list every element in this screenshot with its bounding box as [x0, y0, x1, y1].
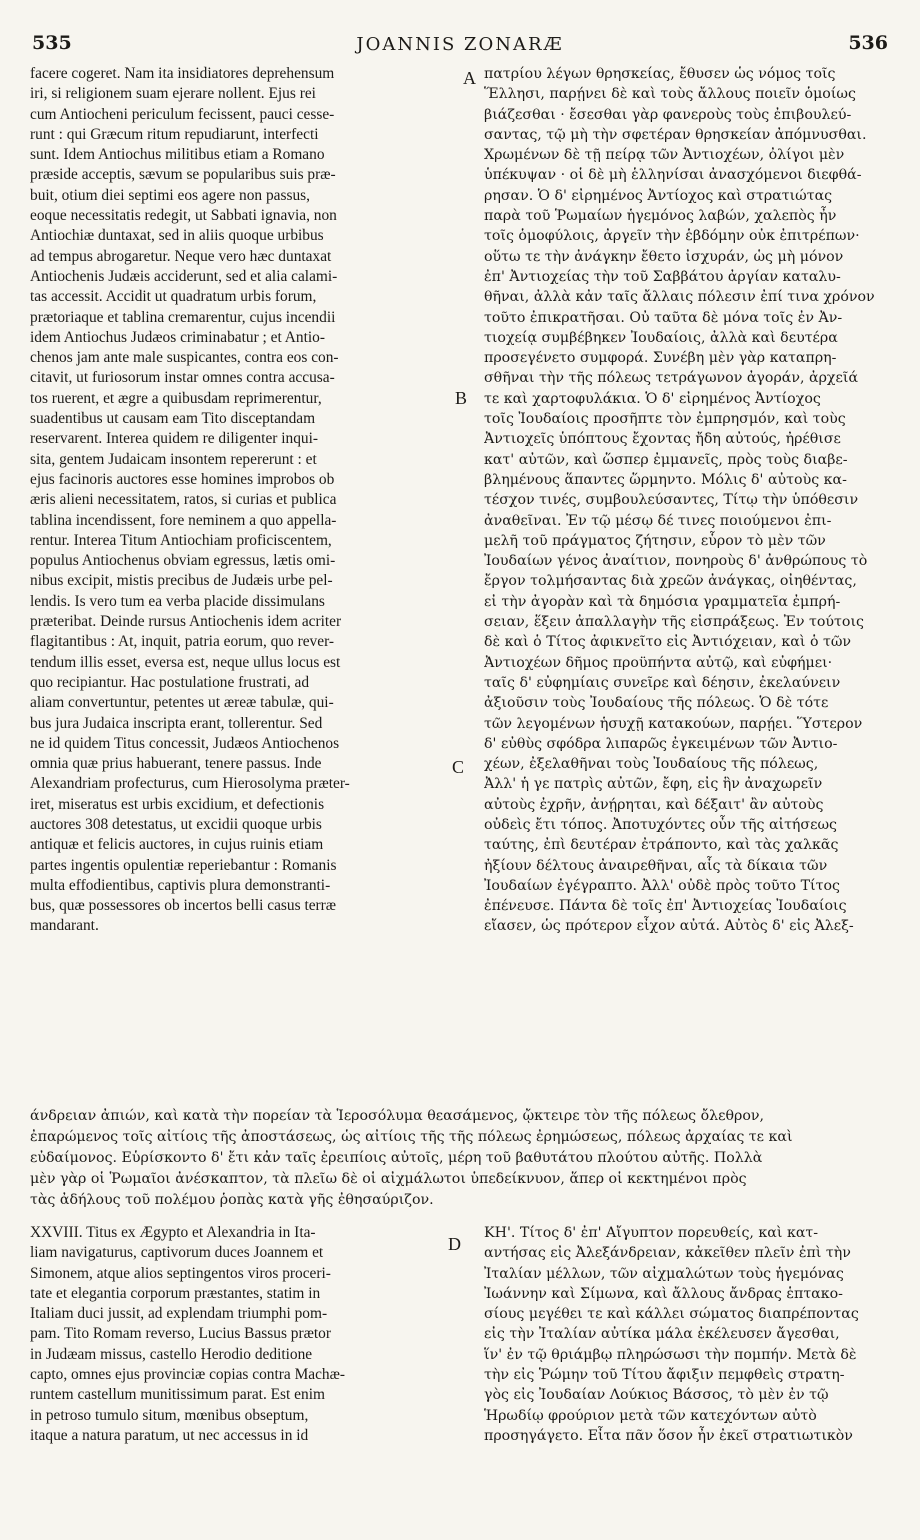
latin-text-line: tas accessit. Accidit ut quadratum urbis forum,: [30, 288, 317, 306]
greek-text-line: βιάζεσθαι · ἔσεσθαι γὰρ φανεροὺς τοὺς ἐπιβουλεύ-: [484, 106, 852, 123]
latin-text-line: idem Antiochus Judæos criminabatur ; et Antio-: [30, 328, 325, 346]
latin-text-line: suadentibus ut causam eam Tito disceptandam: [30, 410, 316, 428]
greek-text-line: τε καὶ χαρτοφυλάκια. Ὁ δ' εἰρημένος Ἀντίοχος: [484, 390, 821, 407]
latin-text-line: æris alieni necessitatem, ratos, si curias et publica: [30, 491, 337, 509]
greek-text-line: Ἀλλ' ἡ γε πατρὶς αὐτῶν, ἔφη, εἰς ἣν ἀναχωρεῖν: [484, 776, 823, 793]
marker-c: C: [452, 757, 465, 777]
latin-text-line: lendis. Is vero tum ea verba placide dissimulans: [30, 592, 325, 610]
latin-text-line: itaque a natura paratum, ut nec accessus in id: [30, 1426, 309, 1444]
greek-text-line: μελῆ τοῦ πράγματος ζήτησιν, εὗρον τὸ μὲν τῶν: [484, 532, 826, 549]
greek-text-line: εἰ τὴν ἀγορὰν καὶ τὰ δημόσια γραμματεῖα ἐμπρή-: [484, 593, 841, 610]
greek-text-line: Ἀντιοχέων δῆμος προϋπήντα αὐτῷ, καὶ εὐφήμει·: [484, 654, 833, 671]
latin-text-line: chenos jam ante male suspicantes, contra eos con-: [30, 349, 339, 367]
greek-text-line: σειαν, ἕξειν ἀπαλλαγὴν τῆς εἰσπράξεως. Ἐν τούτοις: [484, 614, 864, 631]
latin-text-line: runt : qui Græcum ritum repudiarunt, interfecti: [30, 125, 319, 143]
greek-text-line: Ἡρωδίῳ φρούριον μετὰ τῶν κατεχόντων αὐτὸ: [484, 1407, 817, 1424]
greek-text-line: οὕτω τε τὴν ἀνάγκην ἔθετο ἰσχυράν, ὡς μὴ μόνον: [484, 248, 844, 265]
greek-text-line: σίους μεγέθει τε καὶ κάλλει σώματος διαπρέποντας: [484, 1306, 859, 1323]
latin-text-line: multa effodientibus, captivis plura demonstranti-: [30, 876, 331, 894]
greek-text-line: Ἰουδαίων γένος ἀναίτιον, πονηροὺς δ' ἀνθρώπους τὸ: [484, 553, 868, 570]
greek-text-line: προσεγένετο συμφορά. Συνέβη μὲν γὰρ καταπρη-: [484, 350, 837, 367]
latin-text-line: pam. Tito Romam reverso, Lucius Bassus prætor: [30, 1325, 331, 1343]
latin-text-line: præside acceptis, sævum se popularibus suis præ-: [30, 166, 336, 184]
marker-d: D: [448, 1234, 461, 1254]
latin-text-line: bus jura Judaica inscripta erant, tollerentur. Sed: [30, 714, 323, 732]
latin-text-line: facere cogeret. Nam ita insidiatores deprehensum: [30, 65, 335, 82]
latin-text-line: in Judæam missus, castello Herodio deditione: [30, 1345, 313, 1363]
greek-text-line: τὴν εἰς Ῥώμην τοῦ Τίτου ἄφιξιν πεμφθεὶς στρατη-: [484, 1367, 845, 1384]
greek-column-top: [484, 64, 888, 937]
latin-text-line: Italiam duci jussit, ad explendam triumphi pom-: [30, 1305, 328, 1323]
greek-text-line: ὑπέκυψαν · οἱ δὲ μὴ ἑλληνίσαι ἀνασχόμενοι διεφθά-: [484, 167, 862, 184]
greek-text-line: τῶν λεγομένων ἡσυχῇ κατακούων, παρῄει. Ὕστερον: [484, 715, 863, 732]
greek-text-line: σαντας, τῷ μὴ τὴν σφετέραν θρησκείαν ἀπόμνυσθαι.: [484, 126, 867, 143]
latin-text-line: buit, otium diei septimi eos agere non passus,: [30, 186, 310, 204]
latin-text-line: eoque necessitatis redegit, ut Sabbati ignavia, non: [30, 207, 337, 225]
latin-text-line: Simonem, atque alios septingentos viros proceri-: [30, 1264, 331, 1282]
latin-text-line: populus Antiochenus obviam egressus, lætis omi-: [30, 552, 336, 570]
greek-text-line: Ἰουδαίων ἐγέγραπτο. Ἀλλ' οὐδὲ πρὸς τοῦτο Τίτος: [484, 877, 840, 894]
greek-text-line: τέσχον τινές, συμβουλεύσαντες, Τίτῳ τὴν ὑπόθεσιν: [484, 492, 859, 509]
greek-text-line: αὐτοὺς ἐχρῆν, ἀνῄρηται, καὶ δέξαιτ' ἂν αὐτοὺς: [484, 796, 824, 813]
latin-text-line: auctores 308 detestatus, ut excidii quoque urbis: [30, 815, 322, 833]
greek-text-line: γὸς εἰς Ἰουδαίαν Λούκιος Βάσσος, τὸ μὲν ἐν τῷ: [484, 1387, 829, 1404]
latin-text-line: ne id quidem Titus concessit, Judæos Antiochenos: [30, 734, 340, 752]
latin-text-line: ad tempus abrogaretur. Neque vero hæc duntaxat: [30, 247, 332, 265]
greek-text-line: Ἰταλίαν μέλλων, τῶν αἰχμαλώτων τοὺς ἡγεμόνας: [484, 1265, 844, 1282]
latin-text-line: sita, gentem Judaicam insontem repererunt : et: [30, 450, 317, 468]
greek-text-line: Χρωμένων δὲ τῇ πείρᾳ τῶν Ἀντιοχέων, ὀλίγοι μὲν: [484, 147, 845, 164]
latin-text-line: tate et elegantia corporum præstantes, statim in: [30, 1284, 321, 1302]
left-page-number: 535: [32, 32, 72, 54]
greek-text-line: άνδρειαν ἀπιών, καὶ κατὰ τὴν πορείαν τὰ Ἱεροσόλυμα θεασάμενος, ᾤκτειρε τὸν τῆς πόλεως ὄλεθρον,: [30, 1108, 765, 1124]
greek-text-line: ταύτης, ἐπὶ δευτέραν ἐτράποντο, καὶ τὰς χαλκᾶς: [484, 837, 839, 854]
latin-text-line: rentur. Interea Titum Antiochiam proficiscentem,: [30, 531, 332, 549]
latin-text-line: tablina incendissent, fore neminem a quo appella-: [30, 511, 337, 529]
latin-text-line: aliam convertuntur, petentes ut æreæ tabulæ, qui-: [30, 694, 334, 712]
latin-text-line: ejus facinoris auctores esse homines improbos ob: [30, 470, 335, 488]
latin-text-line: omnia quæ prius habuerant, tenere passus. Inde: [30, 755, 322, 773]
greek-text-line: ἀναθεῖναι. Ἐν τῷ μέσῳ δέ τινες ποιούμενοι ἐπι-: [484, 512, 832, 529]
greek-text-line: προσηγάγετο. Εἶτα πᾶν ὅσον ἦν ἐκεῖ στρατιωτικὸν: [484, 1427, 853, 1444]
greek-text-line: τοῦτο ἐπικρατῆσαι. Οὐ ταῦτα δὲ μόνα τοῖς ἐν Ἀν-: [484, 309, 843, 326]
greek-text-line: χέων, ἐξελαθῆναι τοὺς Ἰουδαίους τῆς πόλεως,: [484, 756, 819, 773]
latin-text-line: nibus excipit, mistis precibus de Judæis urbe pel-: [30, 572, 333, 590]
greek-text-line: ταῖς δ' εὐφημίαις συνεῖρε καὶ δέησιν, ἐκελαύνειν: [484, 674, 841, 691]
page-header: [30, 32, 890, 62]
greek-text-line: Ἰωάννην καὶ Σίμωνα, καὶ ἄλλους ἄνδρας ἑπτακο-: [484, 1285, 843, 1302]
latin-text-line: capto, omnes ejus provinciæ copias contra Machæ-: [30, 1366, 345, 1384]
greek-text-line: ἐπένευσε. Πάντα δὲ τοῖς ἐπ' Ἀντιοχείας Ἰουδαίοις: [484, 898, 847, 915]
latin-text-line: iri, si religionem suam ejerare nollent. Ejus rei: [30, 85, 316, 103]
greek-text-line: αντήσας εἰς Ἀλεξάνδρειαν, κἀκεῖθεν πλεῖν ἐπὶ τὴν: [484, 1245, 851, 1262]
greek-text-line: δὲ καὶ ὁ Τίτος ἀφικνεῖτο εἰς Ἀντιόχειαν, καὶ ὁ τῶν: [484, 634, 852, 651]
greek-text-line: θῆναι, ἀλλὰ κἀν ταῖς ἄλλαις πόλεσιν ἐπί τινα χρόνον: [484, 289, 875, 306]
marker-b: B: [455, 388, 468, 408]
latin-text-line: Alexandriam profecturus, cum Hierosolyma præter-: [30, 775, 350, 793]
greek-column-bottom: [484, 1223, 888, 1446]
latin-text-line: liam navigaturus, captivorum duces Joannem et: [30, 1244, 324, 1262]
greek-text-line: σθῆναι τὴν τῆς πόλεως τετράγωνον ἀγοράν, ἀρχεῖά: [484, 370, 859, 387]
greek-text-line: ἐπ' Ἀντιοχείας τὴν τοῦ Σαββάτου ἀργίαν καταλυ-: [484, 268, 841, 285]
latin-text-line: in petroso tumulo situm, mœnibus obseptum,: [30, 1406, 309, 1424]
latin-text-line: tendum illis esset, eversa est, neque ullus locus est: [30, 653, 341, 671]
latin-text-line: prætoriaque et tablina cremarentur, cujus incendii: [30, 308, 336, 326]
greek-text-line: πατρίου λέγων θρησκείας, ἔθυσεν ὡς νόμος τοῖς: [484, 66, 836, 82]
greek-text-line: ἐπαρώμενος τοῖς αἰτίοις τῆς ἀποστάσεως, ὡς αἰτίοις τῆς τῆς πόλεως ἐρημώσεως, πόλεως ἀρχαίας τε καὶ: [30, 1129, 793, 1145]
greek-text-line: τὰς ἀδήλους τοῦ πολέμου ῥοπὰς κατὰ γῆς ἐθησαύριζον.: [30, 1192, 434, 1208]
latin-text-line: quo recipiantur. Hac postulatione frustrati, ad: [30, 673, 310, 691]
greek-text-line: ΚΗ'. Τίτος δ' ἐπ' Αἴγυπτον πορευθείς, καὶ κατ-: [484, 1225, 819, 1241]
latin-text-line: præteribat. Deinde rursus Antiochenis idem acriter: [30, 613, 342, 631]
greek-text-line: οὐδεὶς ἔτι τόπος. Ἀποτυχόντες οὖν τῆς αἰτήσεως: [484, 816, 837, 833]
right-page-number: 536: [848, 32, 888, 54]
latin-text-line: runtem castellum munitissimum parat. Est enim: [30, 1386, 325, 1404]
running-title: JOANNIS ZONARÆ: [356, 34, 564, 55]
greek-text-line: εἴασεν, ὡς πρότερον εἶχον αὐτά. Αὐτὸς δ' εἰς Ἀλεξ-: [484, 918, 854, 935]
latin-text-line: sunt. Idem Antiochus militibus etiam a Romano: [30, 146, 325, 164]
latin-text-line: reservarent. Interea quidem re diligenter inqui-: [30, 430, 319, 448]
latin-text-line: flagitantibus : At, inquit, patria eorum, quo rever-: [30, 633, 335, 651]
greek-text-line: βλημένους ἅπαντες ὥρμηντο. Μόλις δ' αὐτοὺς κα-: [484, 471, 847, 488]
greek-text-line: τοῖς Ἰουδαίοις προσῆπτε τὸν ἐμπρησμόν, καὶ τοὺς: [484, 411, 846, 428]
latin-text-line: cum Antiocheni periculum fecissent, pauci cesse-: [30, 105, 335, 123]
greek-text-line: εὐδαίμονος. Εὑρίσκοντο δ' ἔτι κἀν ταῖς ἐρειπίοις αὐτοῖς, μέρη τοῦ βαθυτάτου πλούτου αὐτῆς. Πολλὰ: [30, 1150, 763, 1166]
marker-a: A: [463, 68, 476, 88]
latin-text-line: bus, quæ possessores ob incertos belli casus terræ: [30, 897, 337, 915]
greek-text-line: εἰς τὴν Ἰταλίαν αὐτίκα μάλα ἐκέλευσεν ἄγεσθαι,: [484, 1326, 840, 1343]
greek-text-line: μὲν γὰρ οἱ Ῥωμαῖοι ἀνέσκαπτον, τὰ πλεῖω δὲ οἱ αἰχμάλωτοι ὑπεδείκνυον, ἅπερ οἱ κεκτημένοι πρὸς: [30, 1171, 747, 1187]
latin-text-line: citavit, ut furiosorum instar omnes contra accusa-: [30, 369, 335, 387]
latin-text-line: partes ingentis opulentiæ reperiebantur : Romanis: [30, 856, 337, 874]
greek-text-line: παρὰ τοῦ Ῥωμαίων ἡγεμόνος λαβών, χαλεπὸς ἦν: [484, 208, 837, 225]
greek-text-line: Ἀντιοχεῖς ὑπόπτους ἔχοντας ἤδη αὐτούς, ἠρέθισε: [484, 431, 841, 448]
greek-text-line: ἠξίουν δέλτους ἀναιρεθῆναι, αἷς τὰ δίκαια τῶν: [484, 857, 828, 874]
greek-text-line: τοῖς ὁμοφύλοις, ἀργεῖν τὴν ἑβδόμην οὐκ ἐπιτρέπων·: [484, 228, 860, 245]
greek-full-width-paragraph: [30, 1106, 888, 1211]
latin-text-line: tos ruerent, et ægre a quibusdam reprimerentur,: [30, 389, 322, 407]
greek-text-line: τιοχείᾳ συμβέβηκεν Ἰουδαίοις, ἀλλὰ καὶ δευτέρα: [484, 329, 838, 346]
greek-text-line: δ' εὐθὺς σφόδρα λιπαρῶς ἐγκειμένων τῶν Ἀντιο-: [484, 735, 838, 752]
greek-text-line: ρησαν. Ὁ δ' εἰρημένος Ἀντίοχος καὶ στρατιώτας: [484, 187, 833, 204]
greek-text-line: ἀξιοῦσιν τοὺς Ἰουδαίους τῆς πόλεως. Ὁ δὲ τότε: [484, 695, 829, 712]
latin-text-line: Antiochenis Judæis acciderunt, sed et alia calami-: [30, 267, 338, 285]
greek-text-line: Ἕλλησι, παρῄνει δὲ καὶ τοὺς ἄλλους ποιεῖν ὁμοίως: [484, 86, 856, 103]
greek-text-line: ἵν' ἐν τῷ θριάμβῳ πληρώσωσι τὴν πομπήν. Μετὰ δὲ: [484, 1346, 857, 1363]
greek-text-line: ἔργον τολμήσαντας διὰ χρεῶν ἀνάγκας, οἰηθέντας,: [484, 573, 857, 590]
latin-text-line: XXVIII. Titus ex Ægypto et Alexandria in Ita-: [30, 1224, 316, 1241]
latin-text-line: iret, miseratus est urbis excidium, et defectionis: [30, 795, 325, 813]
latin-column-bottom: [30, 1223, 462, 1446]
latin-text-line: antiquæ et felicis auctores, in cujus ruinis etiam: [30, 836, 324, 854]
greek-text-line: κατ' αὐτῶν, καὶ ὥσπερ ἐμμανεῖς, πρὸς τοὺς διαβε-: [484, 451, 848, 468]
latin-text-line: mandarant.: [30, 917, 99, 935]
latin-text-line: Antiochiæ duntaxat, sed in aliis quoque urbibus: [30, 227, 324, 245]
latin-column-top: [30, 64, 465, 937]
